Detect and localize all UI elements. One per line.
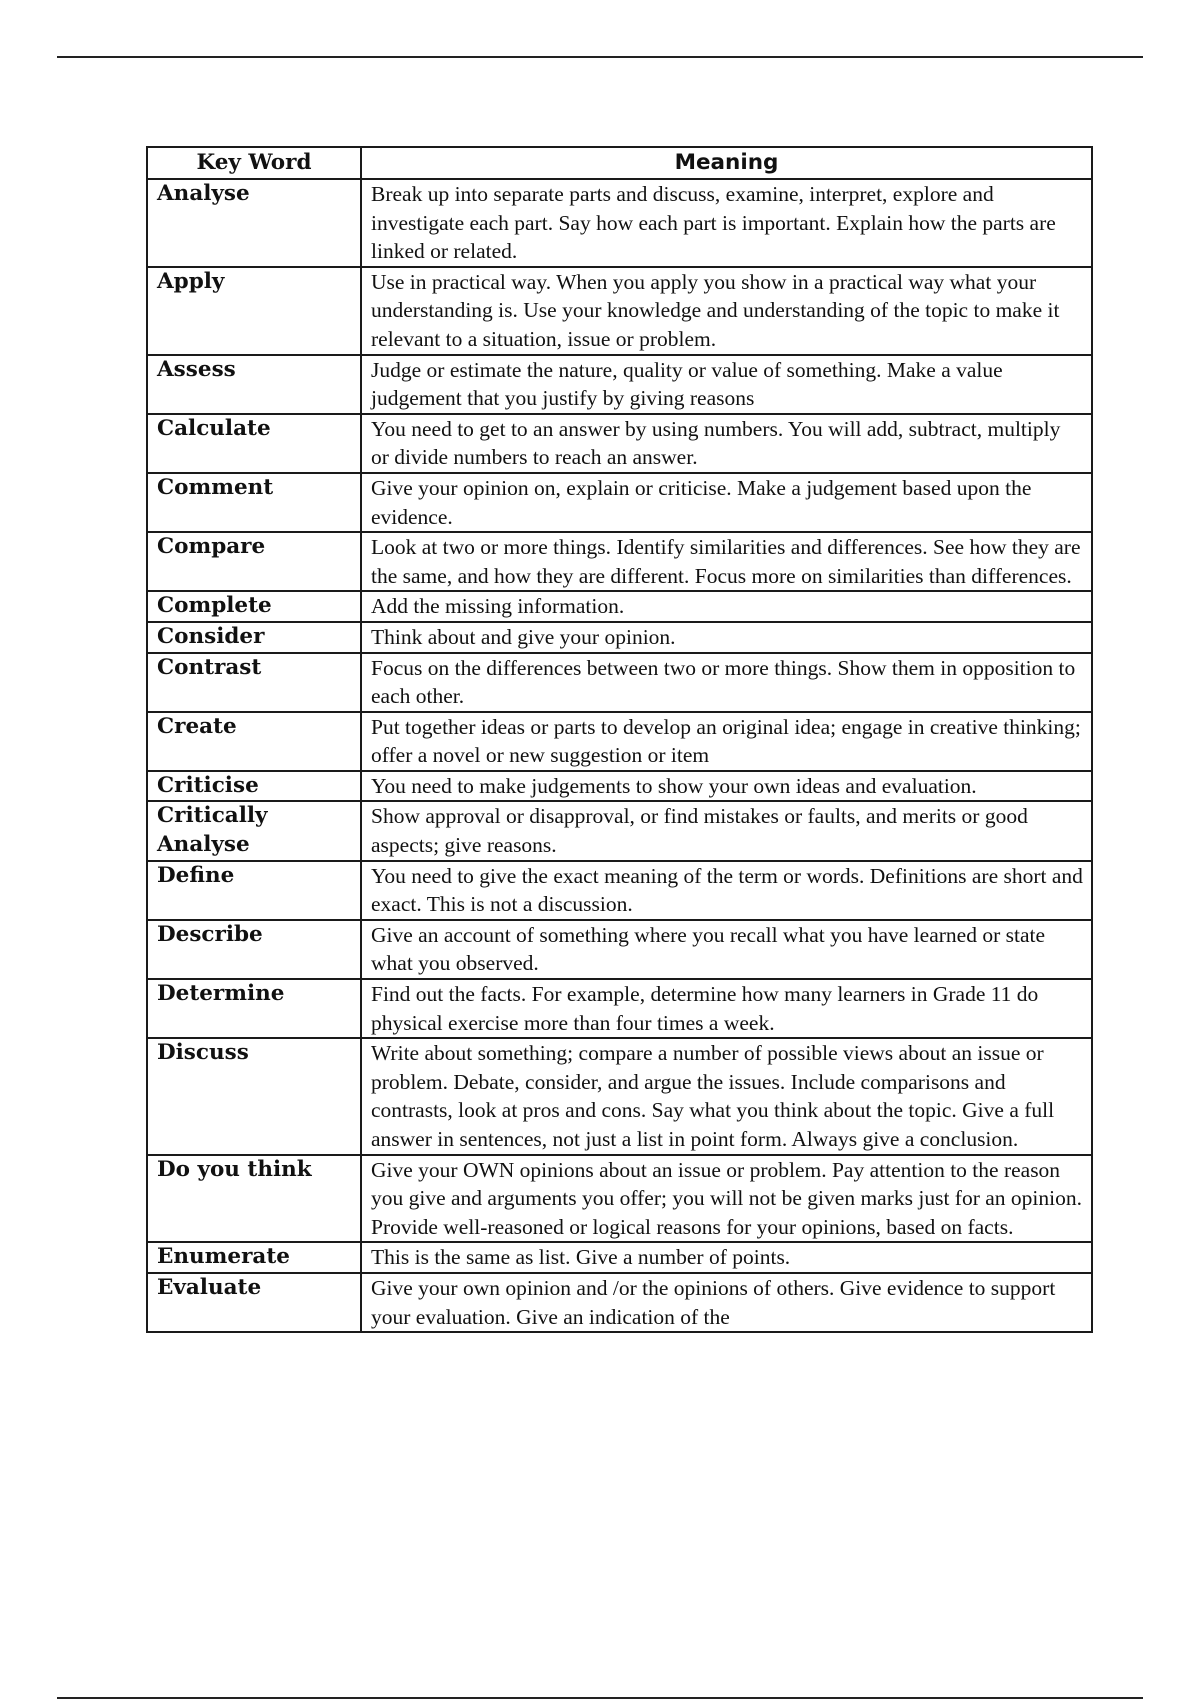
meaning: Put together ideas or parts to develop an original idea; engage in creative thinking; offer a novel or new suggestion or item [361,712,1092,771]
table-row [147,532,1092,591]
meaning: Give your OWN opinions about an issue or problem. Pay attention to the reason you give and arguments you offer; you will not be given marks just for an opinion. Provide well-reasoned or logical reasons for your opinions, based on facts. [361,1155,1092,1243]
table-row [147,920,1092,979]
header-key-word: Key Word [147,147,361,179]
table-row [147,179,1092,267]
table-body [147,179,1092,1332]
key-word: Criticise [147,771,361,802]
meaning: Use in practical way. When you apply you show in a practical way what your understanding is. Use your knowledge and understanding of the topic to make it relevant to a situation, issue or problem. [361,267,1092,355]
meaning: Think about and give your opinion. [361,622,1092,653]
meaning: This is the same as list. Give a number of points. [361,1242,1092,1273]
table-row [147,355,1092,414]
key-word: Consider [147,622,361,653]
key-word: Apply [147,267,361,355]
key-word: Calculate [147,414,361,473]
table-row [147,1038,1092,1154]
header-meaning: Meaning [361,147,1092,179]
meaning: Focus on the differences between two or more things. Show them in opposition to each other. [361,653,1092,712]
meaning: Add the missing information. [361,591,1092,622]
key-word: Enumerate [147,1242,361,1273]
key-word: Determine [147,979,361,1038]
key-word: Discuss [147,1038,361,1154]
table-row [147,1242,1092,1273]
table-row [147,473,1092,532]
meaning: Look at two or more things. Identify similarities and differences. See how they are the same, and how they are different. Focus more on similarities than differences. [361,532,1092,591]
meaning: You need to get to an answer by using numbers. You will add, subtract, multiply or divide numbers to reach an answer. [361,414,1092,473]
table-row [147,591,1092,622]
meaning: Find out the facts. For example, determine how many learners in Grade 11 do physical exercise more than four times a week. [361,979,1092,1038]
table-row [147,861,1092,920]
table-row [147,622,1092,653]
key-words-table [146,146,1093,1333]
meaning: You need to make judgements to show your own ideas and evaluation. [361,771,1092,802]
table-row [147,801,1092,860]
key-word: Create [147,712,361,771]
table-row [147,1155,1092,1243]
meaning: Break up into separate parts and discuss, examine, interpret, explore and investigate each part. Say how each part is important. Explain how the parts are linked or related. [361,179,1092,267]
meaning: Give your opinion on, explain or criticise. Make a judgement based upon the evidence. [361,473,1092,532]
meaning: Give an account of something where you recall what you have learned or state what you observed. [361,920,1092,979]
meaning: You need to give the exact meaning of the term or words. Definitions are short and exact. This is not a discussion. [361,861,1092,920]
meaning: Judge or estimate the nature, quality or value of something. Make a value judgement that you justify by giving reasons [361,355,1092,414]
top-rule [57,56,1143,58]
key-word: Compare [147,532,361,591]
meaning: Give your own opinion and /or the opinions of others. Give evidence to support your evaluation. Give an indication of the [361,1273,1092,1332]
key-word: Contrast [147,653,361,712]
bottom-rule [57,1697,1143,1699]
table-row [147,1273,1092,1332]
key-word: Complete [147,591,361,622]
table-row [147,653,1092,712]
key-word: Comment [147,473,361,532]
table-row [147,267,1092,355]
key-word: Critically Analyse [147,801,361,860]
table-row [147,712,1092,771]
meaning: Show approval or disapproval, or find mistakes or faults, and merits or good aspects; give reasons. [361,801,1092,860]
key-word: Analyse [147,179,361,267]
key-word: Describe [147,920,361,979]
key-word: Assess [147,355,361,414]
key-word: Do you think [147,1155,361,1243]
key-word: Define [147,861,361,920]
table-row [147,979,1092,1038]
key-word: Evaluate [147,1273,361,1332]
meaning: Write about something; compare a number of possible views about an issue or problem. Debate, consider, and argue the issues. Include comparisons and contrasts, look at pros and cons. Say what you think about the topic. Give a full answer in sentences, not just a list in point form. Always give a conclusion. [361,1038,1092,1154]
table-row [147,414,1092,473]
table-header-row [147,147,1092,179]
table-row [147,771,1092,802]
